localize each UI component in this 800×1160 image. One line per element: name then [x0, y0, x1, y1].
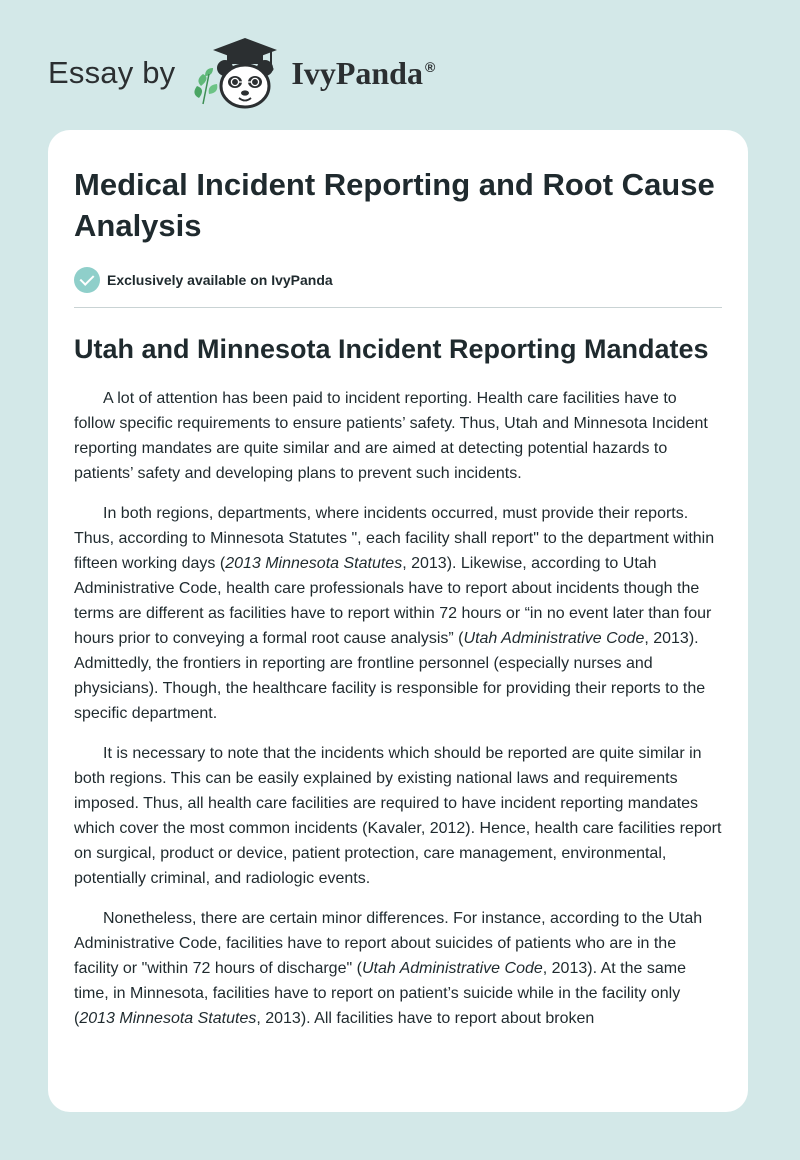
panda-logo-icon[interactable] — [191, 36, 287, 110]
panda-face — [217, 60, 273, 107]
paragraph-text: , 2013). Admittedly, the frontiers in reporting are frontline personnel (especially nurses and physicians). Though, the healthcare facility is responsible for providing their reports to the specific department. — [74, 630, 706, 722]
citation-title: 2013 Minnesota Statutes — [79, 1010, 257, 1027]
section-heading: Utah and Minnesota Incident Reporting Mandates — [74, 334, 709, 364]
paragraph-text: In both regions, departments, where incidents occurred, must provide their reports. Thus, according to Minnesota Statutes ", each facility shall report" to the department within fifteen working days ( — [74, 505, 715, 572]
paragraph — [74, 501, 722, 726]
essay-card-content — [48, 130, 748, 1031]
essay-body — [74, 386, 722, 1031]
essay-by-label: Essay by — [48, 55, 176, 90]
paragraph — [74, 741, 722, 891]
exclusive-badge-label: Exclusively available on IvyPanda — [107, 272, 333, 288]
exclusive-badge — [74, 267, 722, 293]
citation-title: Utah Administrative Code — [361, 960, 543, 977]
citation-title: Utah Administrative Code — [463, 630, 645, 647]
citation-title: 2013 Minnesota Statutes — [225, 555, 403, 572]
panda-logo-svg — [191, 36, 287, 110]
title-divider — [74, 307, 722, 308]
page-title: Medical Incident Reporting and Root Cause Analysis — [74, 167, 715, 243]
essay-card — [48, 130, 748, 1112]
ivy-leaf-icon — [195, 68, 218, 104]
brand-name[interactable] — [291, 55, 435, 92]
paragraph-text: It is necessary to note that the incidents which should be reported are quite similar in both regions. This can be easily explained by existing national laws and requirements imposed. Thus, all health care facilities are required to have incident reporting mandates which cover the most common incidents (Kavaler, 2012). Hence, health care facilities report on surgical, product or device, patient protection, care management, environmental, potentially criminal, and radiologic events. — [74, 745, 722, 887]
registered-mark: ® — [424, 58, 436, 75]
paragraph-text: Nonetheless, there are certain minor differences. For instance, according to the Utah Administrative Code, facilities have to report about suicides of patients who are in the facility or "within 72 hours of discharge" ( — [74, 910, 703, 977]
paragraph-text: A lot of attention has been paid to incident reporting. Health care facilities have to follow specific requirements to ensure patients’ safety. Thus, Utah and Minnesota Incident reporting mandates are quite similar and are aimed at detecting potential hazards to patients’ safety and developing plans to prevent such incidents. — [74, 390, 708, 482]
paragraph-text: , 2013). All facilities have to report about broken — [256, 1010, 595, 1027]
paragraph-text: , 2013). Likewise, according to Utah Administrative Code, health care professionals have to report about incidents though the terms are different as facilities have to report within 72 hours or “in no event later than four hours prior to conveying a formal root cause analysis” ( — [74, 555, 712, 647]
site-header — [48, 36, 435, 110]
brand-name-text: IvyPanda — [291, 54, 423, 91]
paragraph-text: , 2013). At the same time, in Minnesota, facilities have to report on patient’s suicide while in the facility only ( — [74, 960, 686, 1027]
check-circle-icon — [74, 267, 100, 293]
paragraph — [74, 906, 722, 1031]
paragraph — [74, 386, 722, 486]
